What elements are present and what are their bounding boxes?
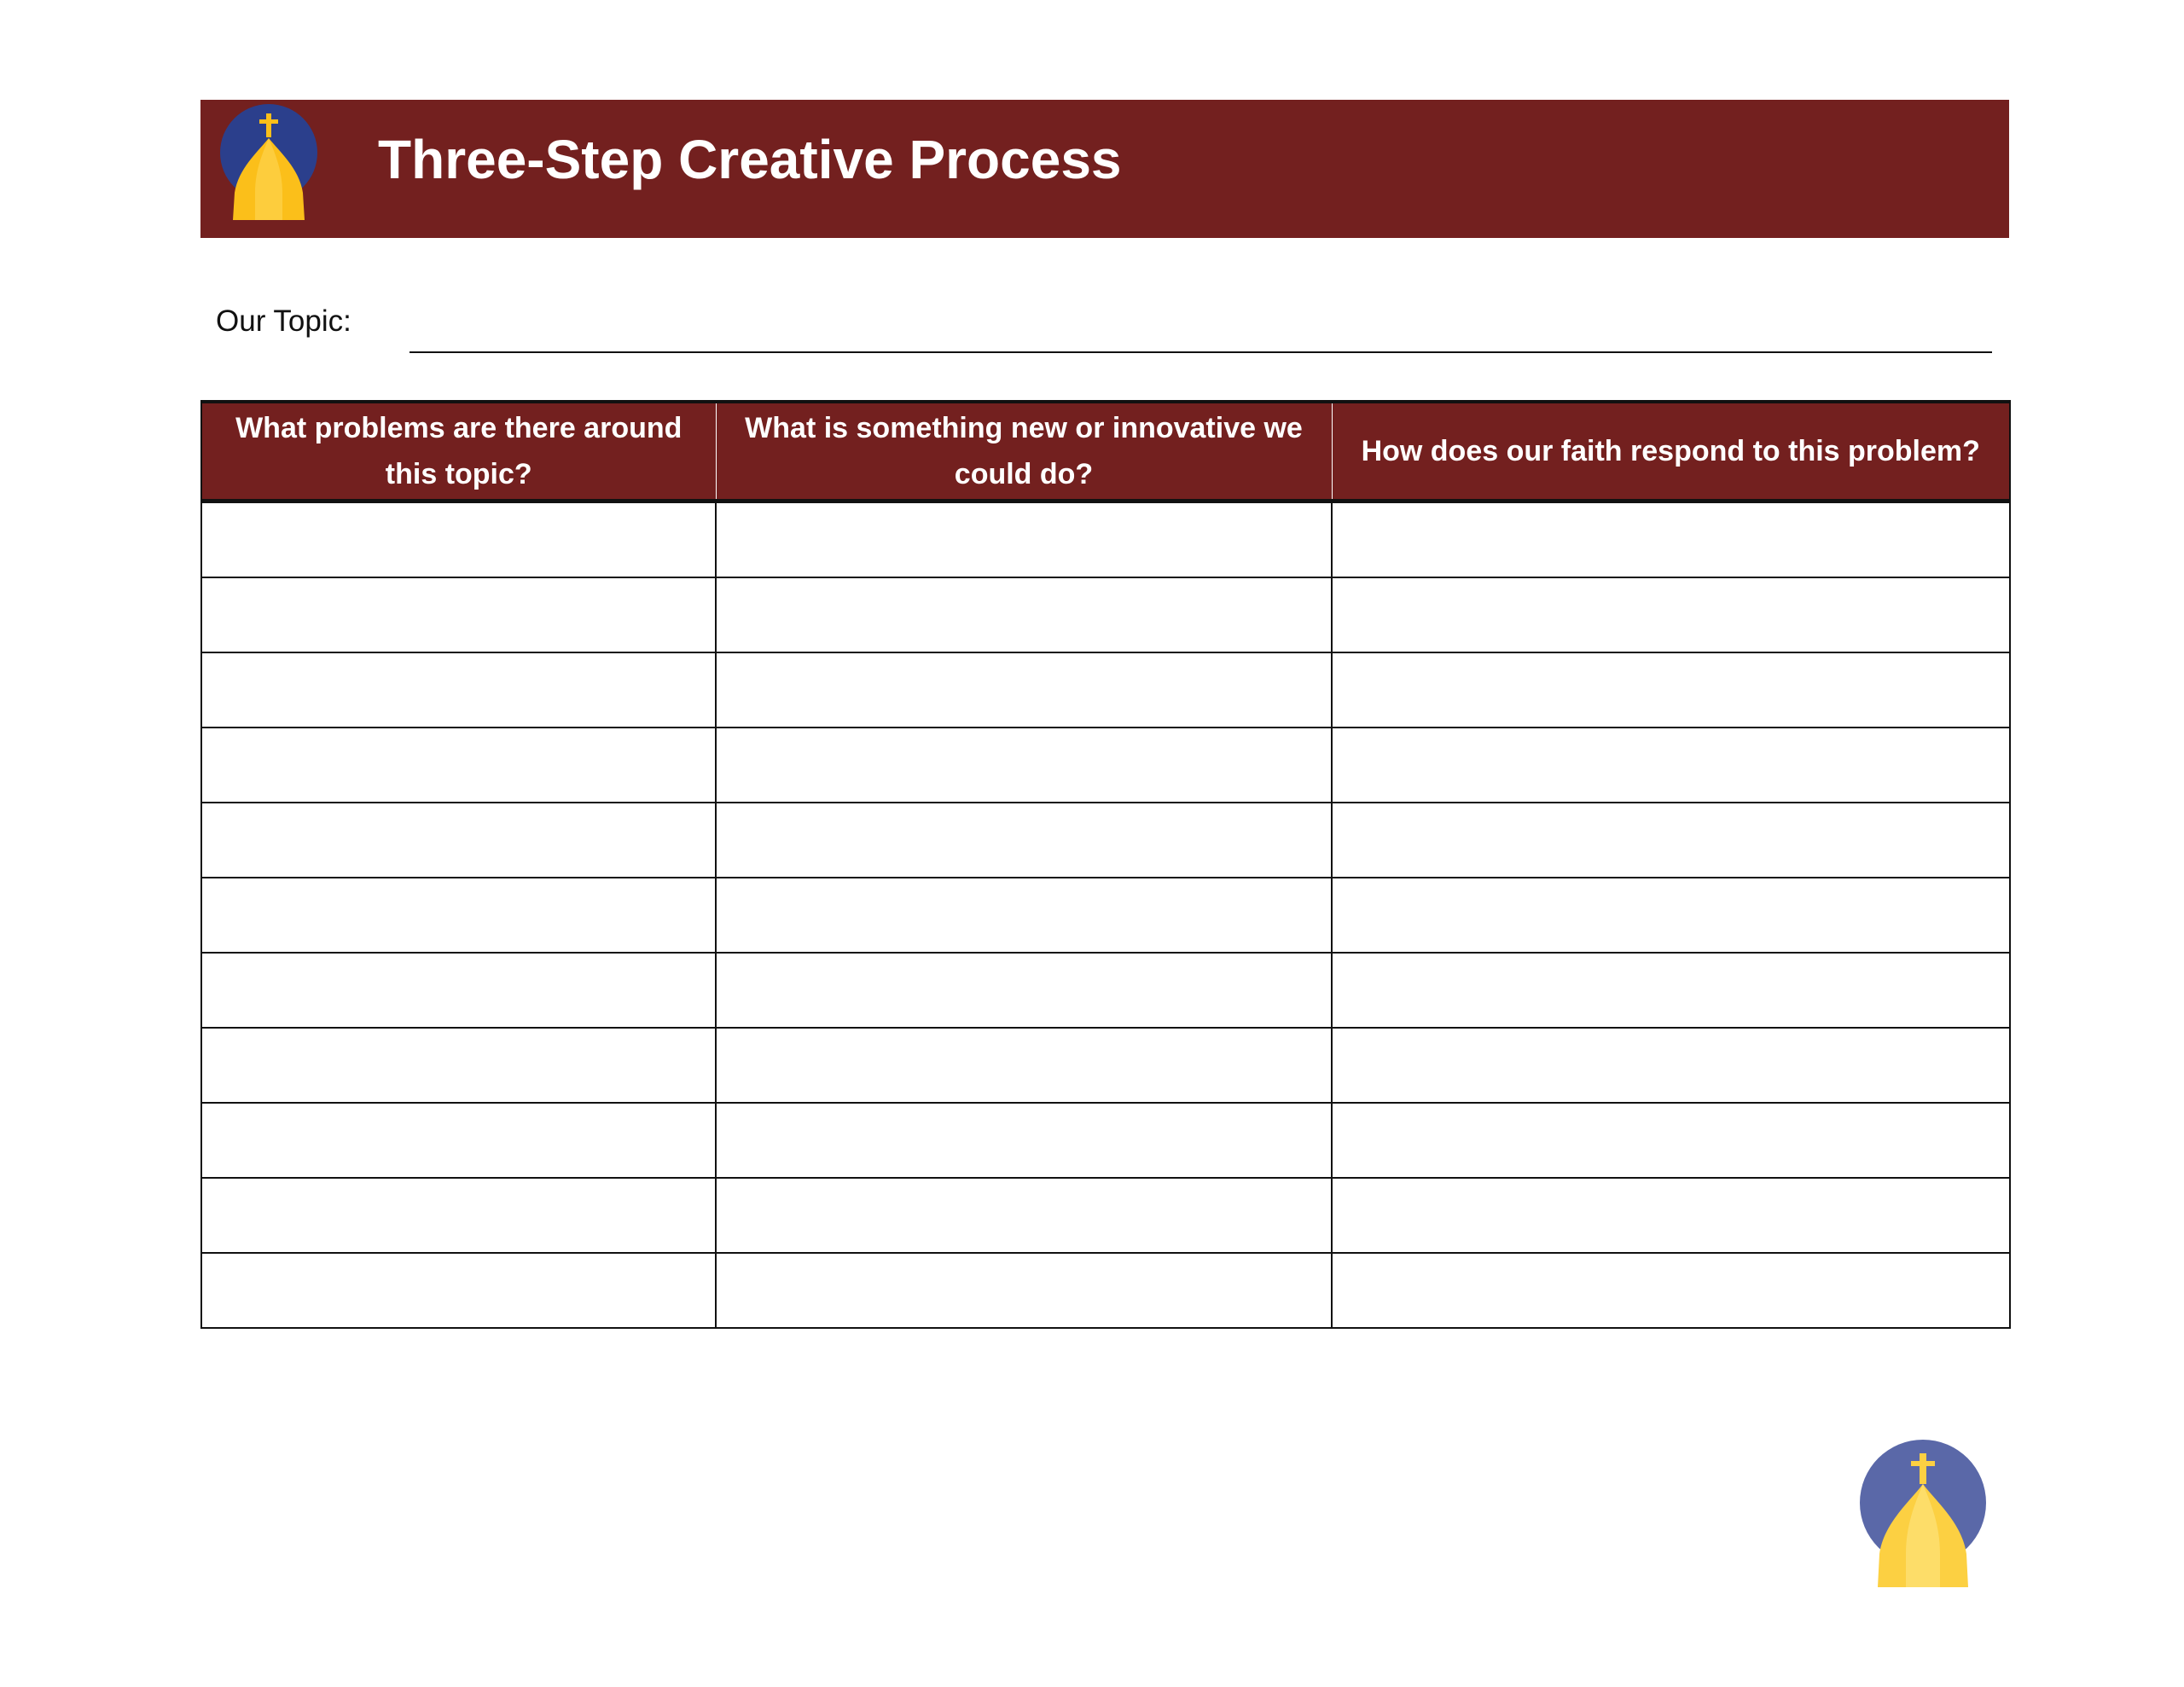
table-row <box>201 953 2010 1028</box>
table-row <box>201 501 2010 578</box>
table-cell-innovation[interactable] <box>716 803 1332 878</box>
table-cell-problems[interactable] <box>201 803 716 878</box>
table-row <box>201 1253 2010 1328</box>
church-dome-icon <box>218 104 320 232</box>
table-cell-faith-response[interactable] <box>1332 652 2010 728</box>
table-cell-faith-response[interactable] <box>1332 1028 2010 1103</box>
table-cell-innovation[interactable] <box>716 501 1332 578</box>
column-header-problems: What problems are there around this topic? <box>201 402 716 501</box>
topic-input-line[interactable] <box>410 351 1992 353</box>
table-cell-problems[interactable] <box>201 1028 716 1103</box>
table-row <box>201 1103 2010 1178</box>
table-cell-innovation[interactable] <box>716 728 1332 803</box>
table-cell-innovation[interactable] <box>716 652 1332 728</box>
table-cell-faith-response[interactable] <box>1332 577 2010 652</box>
table-cell-innovation[interactable] <box>716 878 1332 953</box>
table-row <box>201 1028 2010 1103</box>
header-banner <box>200 100 2009 238</box>
table-cell-faith-response[interactable] <box>1332 1103 2010 1178</box>
table-cell-problems[interactable] <box>201 577 716 652</box>
table-cell-innovation[interactable] <box>716 577 1332 652</box>
table-row <box>201 803 2010 878</box>
table-cell-problems[interactable] <box>201 728 716 803</box>
table-cell-faith-response[interactable] <box>1332 1178 2010 1253</box>
table-cell-innovation[interactable] <box>716 1103 1332 1178</box>
page-title: Three-Step Creative Process <box>378 129 1122 190</box>
table-cell-problems[interactable] <box>201 878 716 953</box>
table-row <box>201 878 2010 953</box>
table-cell-faith-response[interactable] <box>1332 803 2010 878</box>
table-cell-innovation[interactable] <box>716 1178 1332 1253</box>
table-cell-faith-response[interactable] <box>1332 878 2010 953</box>
church-dome-icon <box>1858 1440 1988 1590</box>
table-row <box>201 1178 2010 1253</box>
topic-label: Our Topic: <box>216 304 351 338</box>
creative-process-table <box>200 400 2011 1329</box>
table-row <box>201 728 2010 803</box>
table-row <box>201 577 2010 652</box>
table-cell-innovation[interactable] <box>716 1028 1332 1103</box>
table-cell-faith-response[interactable] <box>1332 1253 2010 1328</box>
table-cell-faith-response[interactable] <box>1332 501 2010 578</box>
table-cell-problems[interactable] <box>201 1178 716 1253</box>
table-cell-problems[interactable] <box>201 953 716 1028</box>
table-cell-innovation[interactable] <box>716 953 1332 1028</box>
table-cell-problems[interactable] <box>201 1103 716 1178</box>
table-cell-faith-response[interactable] <box>1332 953 2010 1028</box>
table-cell-innovation[interactable] <box>716 1253 1332 1328</box>
table-header-row <box>201 402 2010 501</box>
table-cell-problems[interactable] <box>201 501 716 578</box>
table-row <box>201 652 2010 728</box>
column-header-innovation: What is something new or innovative we could do? <box>716 402 1332 501</box>
column-header-faith-response: How does our faith respond to this problem? <box>1332 402 2010 501</box>
table-cell-problems[interactable] <box>201 1253 716 1328</box>
table-cell-problems[interactable] <box>201 652 716 728</box>
table-cell-faith-response[interactable] <box>1332 728 2010 803</box>
